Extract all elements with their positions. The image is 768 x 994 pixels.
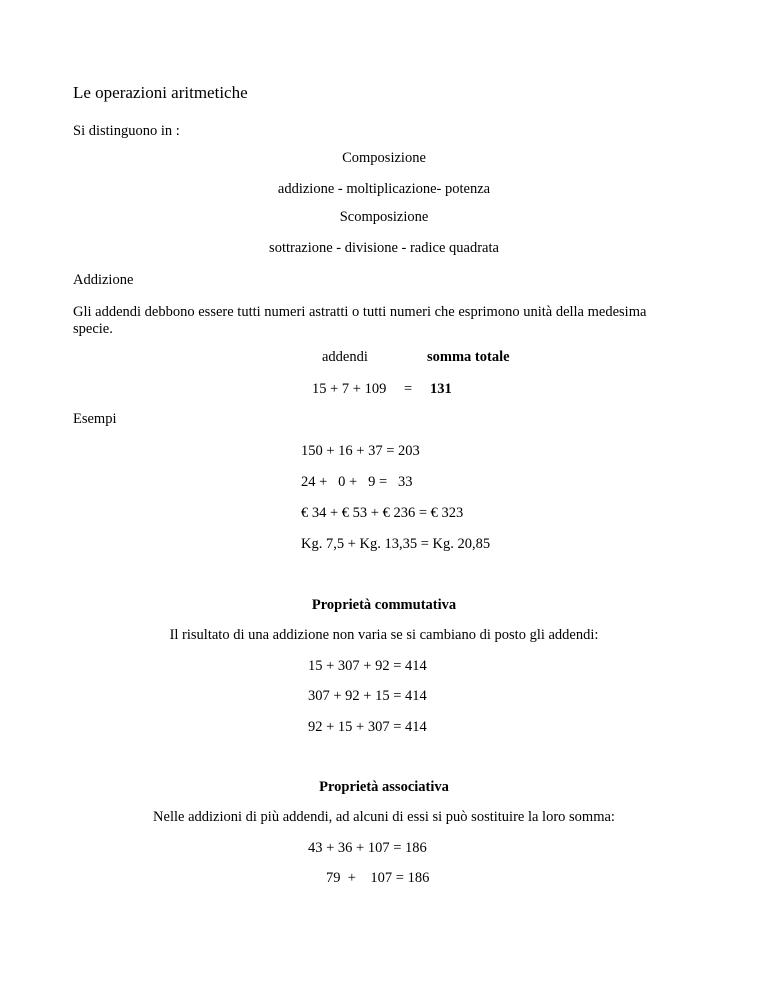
label-somma-totale: somma totale [427, 349, 510, 365]
label-addendi: addendi [322, 349, 368, 365]
esempi-item: 150 + 16 + 37 = 203 [301, 443, 420, 459]
composizione-heading: Composizione [342, 150, 426, 166]
intro-text: Si distinguono in : [73, 123, 180, 139]
addizione-description-line2: specie. [73, 321, 113, 337]
esempi-heading: Esempi [73, 411, 117, 427]
esempi-item: € 34 + € 53 + € 236 = € 323 [301, 505, 464, 521]
esempi-item: Kg. 7,5 + Kg. 13,35 = Kg. 20,85 [301, 536, 491, 552]
page-title: Le operazioni aritmetiche [73, 83, 248, 102]
associativa-item: 79 + 107 = 186 [326, 870, 430, 886]
addizione-description-line1: Gli addendi debbono essere tutti numeri astratti o tutti numeri che esprimono unità della medesima [73, 304, 647, 320]
scomposizione-heading: Scomposizione [339, 209, 429, 225]
example-result: 131 [430, 381, 452, 397]
example-expression: 15 + 7 + 109 [312, 381, 387, 397]
commutativa-description: Il risultato di una addizione non varia se si cambiano di posto gli addendi: [169, 627, 599, 643]
addizione-heading: Addizione [73, 272, 134, 288]
associativa-heading: Proprietà associativa [319, 779, 449, 795]
esempi-item: 24 + 0 + 9 = 33 [301, 474, 413, 490]
commutativa-item: 15 + 307 + 92 = 414 [308, 658, 427, 674]
associativa-description: Nelle addizioni di più addendi, ad alcuni di essi si può sostituire la loro somma: [153, 809, 615, 825]
example-equals: = [404, 381, 413, 397]
commutativa-heading: Proprietà commutativa [311, 597, 457, 613]
associativa-item: 43 + 36 + 107 = 186 [308, 840, 427, 856]
composizione-list: addizione - moltiplicazione- potenza [277, 181, 491, 197]
scomposizione-list: sottrazione - divisione - radice quadrata [269, 240, 499, 256]
commutativa-item: 307 + 92 + 15 = 414 [308, 688, 427, 704]
commutativa-item: 92 + 15 + 307 = 414 [308, 719, 427, 735]
